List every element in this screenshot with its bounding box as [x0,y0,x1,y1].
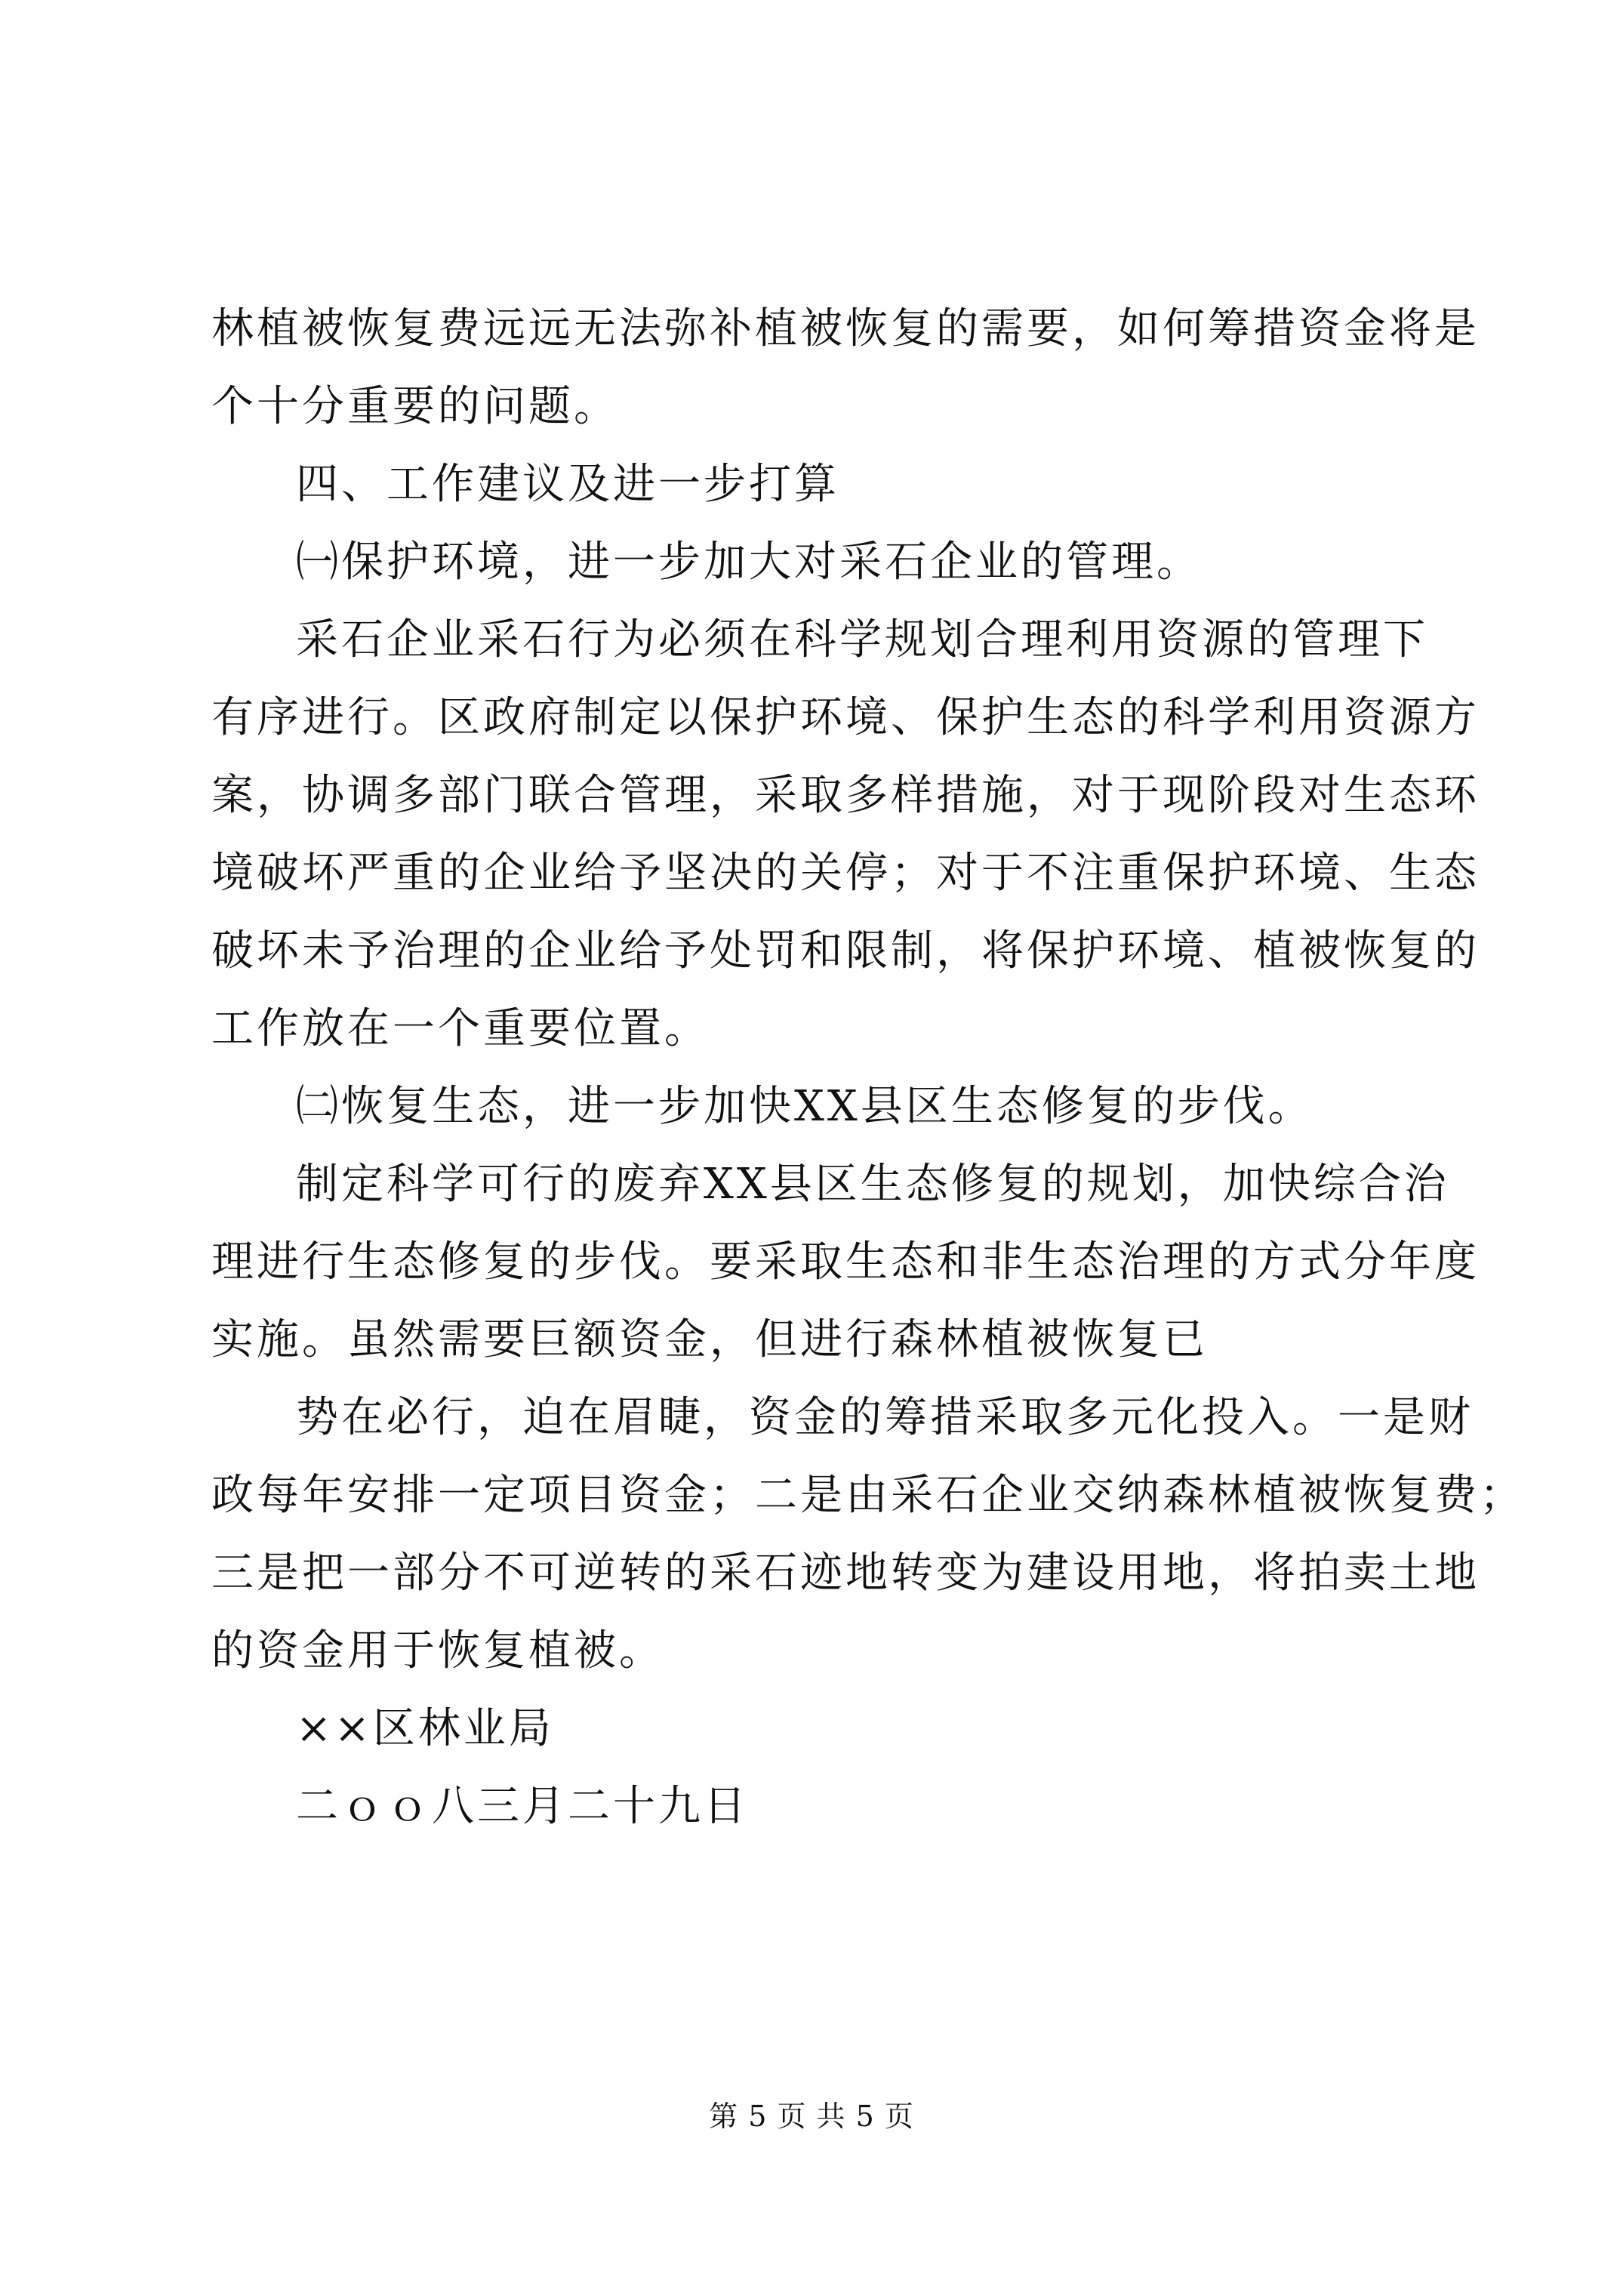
text-line: 破坏未予治理的企业给予处罚和限制，将保护环境、植被恢复的 [211,926,1480,975]
document-body [211,290,1525,1845]
text-line: 案，协调多部门联合管理，采取多样措施，对于现阶段对生态环 [211,771,1480,820]
text-line: 工作放在一个重要位置。 [211,1004,710,1053]
signature-organization: ××区林业局 [296,1704,554,1753]
text-line: 理进行生态修复的步伐。要采取生态和非生态治理的方式分年度 [211,1237,1480,1287]
text-line: 实施。虽然需要巨额资金，但进行森林植被恢复已 [211,1315,1208,1364]
text-line: 采石企业采石行为必须在科学规划合理利用资源的管理下 [296,615,1428,664]
text-line: 势在必行，迫在眉睫，资金的筹措采取多元化投入。一是财 [296,1393,1474,1442]
text-line: 的资金用于恢复植被。 [211,1626,664,1675]
text-line: 有序进行。区政府制定以保护环境、保护生态的科学利用资源方 [211,693,1480,742]
text-line: 林植被恢复费远远无法弥补植被恢复的需要，如何筹措资金将是 [211,304,1480,353]
text-line: 三是把一部分不可逆转的采石迹地转变为建设用地，将拍卖土地 [211,1549,1480,1598]
text-line: ㈠保护环境，进一步加大对采石企业的管理。 [296,538,1202,587]
text-line: 四、工作建议及进一步打算 [296,460,839,509]
signature-date: 二ｏｏ八三月二十九日 [296,1782,749,1831]
text-line: ㈡恢复生态，进一步加快XX县区生态修复的步伐。 [296,1082,1313,1131]
page-number-footer: 第 5 页 共 5 页 [709,2100,914,2133]
text-line: 政每年安排一定项目资金；二是由采石企业交纳森林植被恢复费； [211,1471,1525,1520]
text-line: 制定科学可行的废弃XX县区生态修复的规划，加快综合治 [296,1160,1449,1209]
text-line: 个十分重要的问题。 [211,382,619,431]
text-line: 境破坏严重的企业给予坚决的关停；对于不注重保护环境、生态 [211,849,1480,898]
